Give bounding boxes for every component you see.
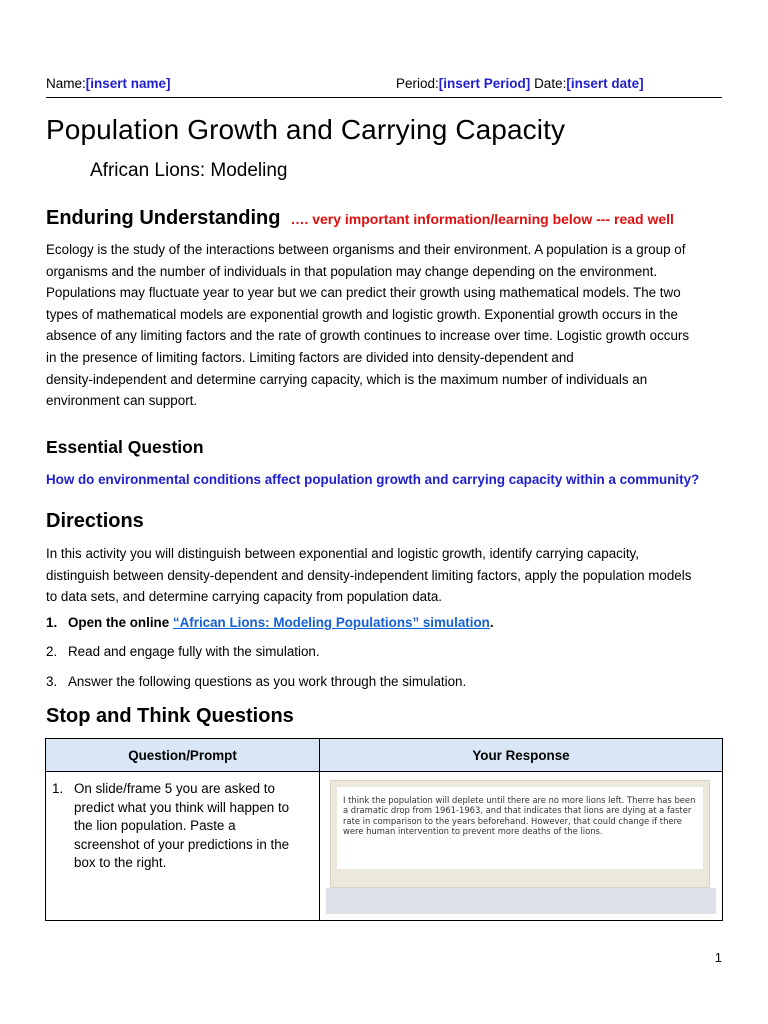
response-line: I think the population will deplete until there are no more lions left. Therre has been: [343, 795, 696, 805]
stop-think-table: [45, 738, 723, 921]
table-header-row: [46, 739, 723, 772]
paragraph-line: In this activity you will distinguish between exponential and logistic growth, identify carrying capacity,: [46, 546, 639, 561]
response-text-box: [337, 787, 703, 869]
paragraph-line: in the presence of limiting factors. Limiting factors are divided into density-dependent and: [46, 349, 574, 365]
question-cell: [46, 772, 320, 921]
enduring-note: …. very important information/learning below --- read well: [290, 211, 674, 227]
simulation-link[interactable]: “African Lions: Modeling Populations” simulation: [172, 615, 490, 630]
page-subtitle: African Lions: Modeling: [90, 160, 288, 181]
screenshot-footer-bar: [326, 888, 716, 914]
direction-step-3: [46, 674, 466, 689]
date-value: [insert date]: [566, 76, 644, 91]
question-number: 1.: [52, 781, 64, 796]
step-number: 3.: [46, 674, 58, 689]
prompt-line: box to the right.: [74, 855, 167, 871]
date-label: Date:: [534, 76, 567, 91]
paragraph-line: environment can support.: [46, 393, 198, 409]
period-label: Period:: [396, 76, 439, 91]
pasted-screenshot: [330, 780, 710, 888]
question-prompt: [74, 780, 313, 873]
prompt-line: On slide/frame 5 you are asked to: [74, 781, 275, 796]
step-number: 2.: [46, 644, 58, 659]
period-date-field[interactable]: [396, 76, 644, 91]
prompt-line: the lion population. Paste a: [74, 818, 236, 834]
step-text: Open the online: [68, 615, 173, 630]
column-header-question: Question/Prompt: [46, 739, 320, 772]
enduring-understanding-heading: [46, 207, 674, 230]
essential-question-text: How do environmental conditions affect population growth and carrying capacity within a community?: [46, 472, 700, 487]
response-line: a dramatic drop from 1961-1963, and that indicates that lions are dying at a faster: [343, 805, 692, 816]
paragraph-line: absence of any limiting factors and the rate of growth continues to increase over time. Logistic growth occurs: [46, 328, 690, 344]
prompt-line: screenshot of your predictions in the: [74, 836, 290, 852]
essential-question-heading: Essential Question: [46, 437, 204, 457]
response-line: rate in comparison to the years beforehand. However, that could change if there: [343, 815, 682, 826]
enduring-paragraph: [46, 239, 726, 412]
direction-step-1: [46, 615, 494, 630]
step-text: Answer the following questions as you work through the simulation.: [68, 674, 467, 689]
stop-think-heading: Stop and Think Questions: [46, 705, 294, 727]
paragraph-line: density-independent and determine carrying capacity, which is the maximum number of individuals an: [46, 371, 648, 387]
name-value: [insert name]: [85, 76, 171, 91]
directions-heading: Directions: [46, 510, 144, 532]
period-value: [insert Period]: [438, 76, 531, 91]
paragraph-line: distinguish between density-dependent and density-independent limiting factors, apply the population models: [46, 567, 692, 583]
page-title: Population Growth and Carrying Capacity: [46, 114, 566, 145]
step-text-end: .: [489, 615, 494, 630]
paragraph-line: types of mathematical models are exponential growth and logistic growth. Exponential growth occurs in the: [46, 306, 678, 322]
name-field[interactable]: [46, 76, 171, 91]
period-date-underline: [396, 97, 722, 98]
response-line: were human intervention to prevent more deaths of the lions.: [343, 826, 603, 837]
paragraph-line: organisms and the number of individuals in that population may change depending on the environment.: [46, 263, 658, 279]
paragraph-line: Ecology is the study of the interactions between organisms and their environment. A population is a group of: [46, 242, 686, 257]
directions-paragraph: [46, 543, 726, 608]
table-row: [46, 772, 723, 921]
column-header-response: Your Response: [320, 739, 723, 772]
direction-step-2: [46, 644, 320, 659]
enduring-heading-text: Enduring Understanding: [46, 207, 281, 229]
paragraph-line: Populations may fluctuate year to year but we can predict their growth using mathematical models. The two: [46, 285, 681, 301]
response-cell[interactable]: [320, 772, 723, 921]
page-number: 1: [714, 950, 722, 965]
step-text: Read and engage fully with the simulation.: [68, 644, 320, 659]
prompt-line: predict what you think will happen to: [74, 799, 290, 815]
paragraph-line: to data sets, and determine carrying capacity from population data.: [46, 589, 442, 605]
step-number: 1.: [46, 615, 58, 630]
name-label: Name:: [46, 76, 86, 91]
name-underline: [46, 97, 396, 98]
